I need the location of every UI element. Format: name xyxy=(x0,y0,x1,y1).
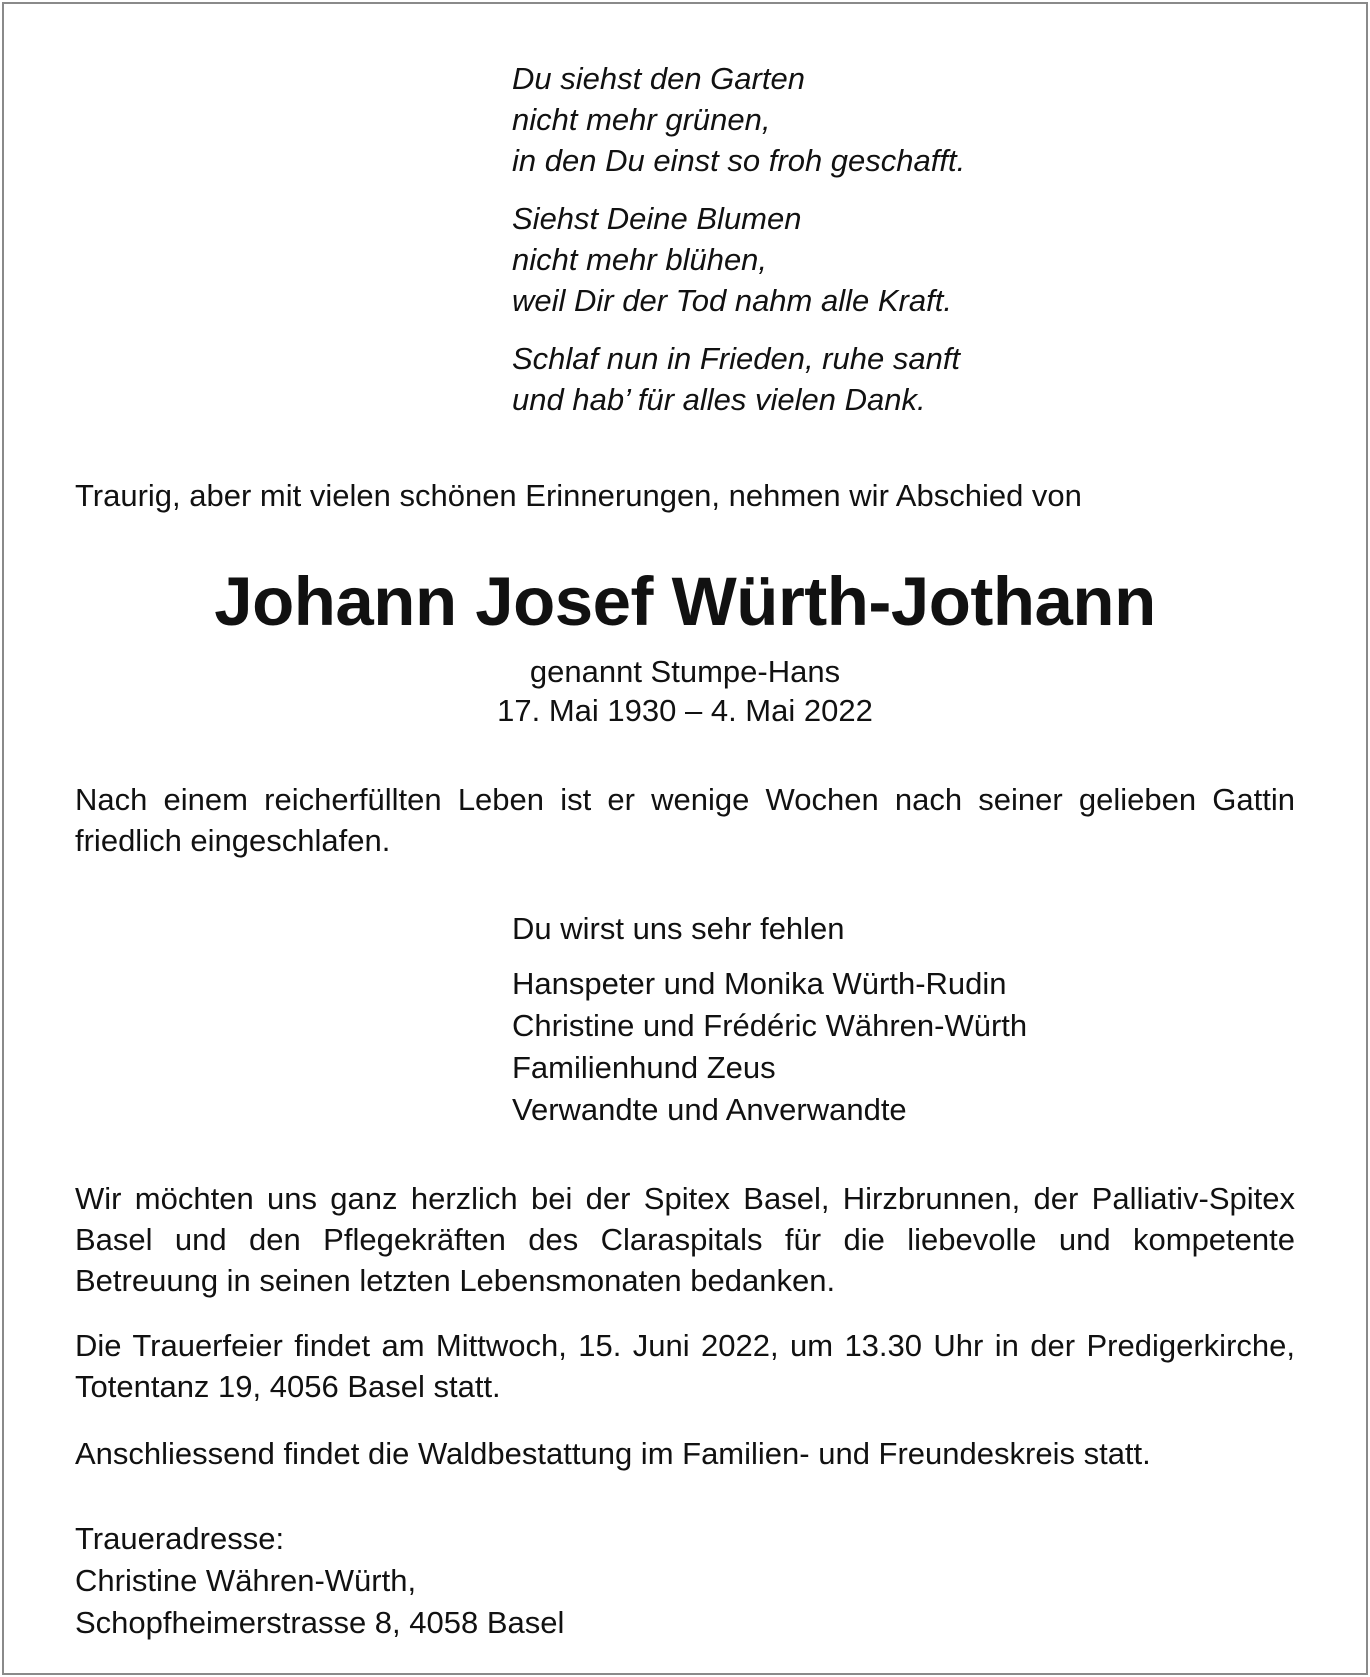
family-member: Christine und Frédéric Währen-Würth xyxy=(512,1008,1028,1043)
address-label: Traueradresse: xyxy=(75,1521,285,1556)
family-member: Hanspeter und Monika Würth-Rudin xyxy=(512,966,1007,1001)
address-street: Schopfheimerstrasse 8, 4058 Basel xyxy=(75,1605,565,1640)
poem-line: Du siehst den Garten xyxy=(512,61,805,96)
family-list xyxy=(512,963,1027,1131)
thanks-paragraph-text: Wir möchten uns ganz herzlich bei der Spitex Basel, Hirzbrunnen, der Palliativ-Spitex Basel und den Pflegekräften des Claraspitals für die liebevolle und kompetente Betreuung in seinen letzten Lebensmonaten bedanken. xyxy=(75,1181,1295,1298)
poem-line: und hab’ für alles vielen Dank. xyxy=(512,382,926,417)
poem-line: nicht mehr blühen, xyxy=(512,242,768,277)
life-paragraph xyxy=(75,779,1295,861)
farewell-line: Du wirst uns sehr fehlen xyxy=(512,911,845,946)
service-paragraph xyxy=(75,1325,1295,1407)
poem-line: Schlaf nun in Frieden, ruhe sanft xyxy=(512,341,961,376)
poem-line: in den Du einst so froh geschafft. xyxy=(512,143,966,178)
poem-stanza-2 xyxy=(512,198,1112,321)
poem-line: weil Dir der Tod nahm alle Kraft. xyxy=(512,283,952,318)
poem-stanza-3 xyxy=(512,338,1112,420)
family-member: Familienhund Zeus xyxy=(512,1050,776,1085)
burial-paragraph-text: Anschliessend findet die Waldbestattung im Familien- und Freundeskreis statt. xyxy=(75,1436,1151,1471)
address-name: Christine Währen-Würth, xyxy=(75,1563,417,1598)
poem-stanza-1 xyxy=(512,58,1112,181)
deceased-name: Johann Josef Würth-Jothann xyxy=(214,563,1156,640)
deceased-nickname: genannt Stumpe-Hans xyxy=(529,654,841,689)
poem-line: Siehst Deine Blumen xyxy=(512,201,802,236)
service-paragraph-text: Die Trauerfeier findet am Mittwoch, 15. Juni 2022, um 13.30 Uhr in der Predigerkirche, Totentanz 19, 4056 Basel statt. xyxy=(75,1328,1295,1404)
intro-text: Traurig, aber mit vielen schönen Erinnerungen, nehmen wir Abschied von xyxy=(75,478,1082,513)
poem xyxy=(512,58,1112,437)
deceased-dates: 17. Mai 1930 – 4. Mai 2022 xyxy=(497,693,873,728)
burial-paragraph xyxy=(75,1433,1295,1474)
thanks-paragraph xyxy=(75,1178,1295,1301)
life-paragraph-text: Nach einem reicherfüllten Leben ist er wenige Wochen nach seiner gelieben Gattin friedlich eingeschlafen. xyxy=(75,782,1295,858)
poem-line: nicht mehr grünen, xyxy=(512,102,771,137)
mourning-address xyxy=(75,1518,564,1644)
family-member: Verwandte und Anverwandte xyxy=(512,1092,907,1127)
